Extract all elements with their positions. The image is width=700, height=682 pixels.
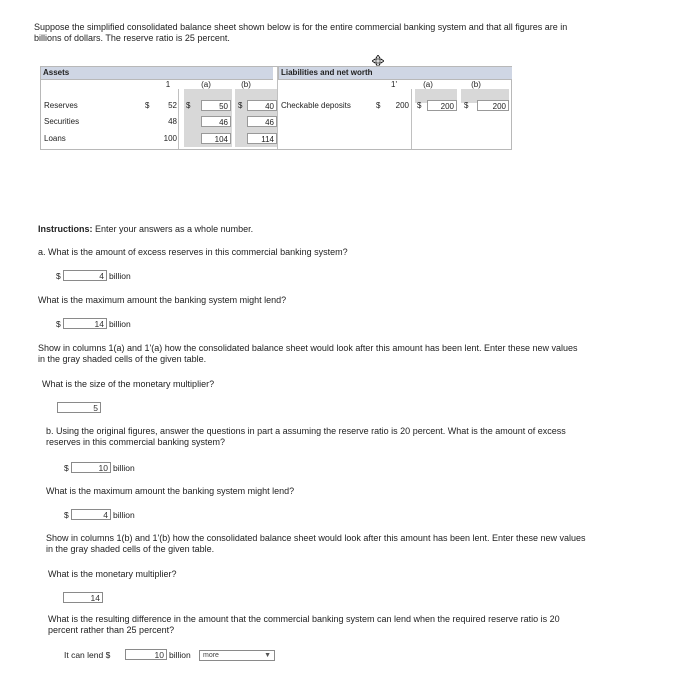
part-a-show-instructions [38, 343, 688, 365]
intro-line-1: Suppose the simplified consolidated balance sheet shown below is for the entire commercial banking system and that all figures are in [34, 22, 568, 32]
liab-label-checkable-deposits: Checkable deposits [281, 101, 351, 110]
liabilities-header: Liabilities and net worth [278, 67, 512, 80]
part-a-multiplier-input[interactable]: 5 [57, 402, 101, 413]
part-a-q1-unit: billion [109, 271, 131, 281]
part-b-show-instructions [46, 533, 691, 555]
part-a-q2-unit: billion [109, 319, 131, 329]
part-b-q4-line-1: What is the resulting difference in the amount that the commercial banking system can lend when the required reserve ratio is 20 [48, 614, 560, 624]
part-a-excess-reserves-input[interactable]: 4 [63, 270, 107, 281]
reserves-col1b-input[interactable]: 40 [247, 100, 277, 111]
part-b-lend-prefix: It can lend $ [64, 650, 111, 660]
row-label-securities: Securities [44, 117, 80, 126]
intro-line-2: billions of dollars. The reserve ratio is 25 percent. [34, 33, 230, 43]
part-b-question-max-lend: What is the maximum amount the banking system might lend? [46, 486, 295, 496]
col-header-1b: (b) [241, 80, 251, 89]
liab-col1pa-input[interactable]: 200 [427, 100, 457, 111]
more-less-select-value: more [203, 652, 219, 659]
reserves-cur-a: $ [186, 101, 191, 110]
part-b-excess-reserves-input[interactable]: 10 [71, 462, 111, 473]
reserves-cur-b: $ [238, 101, 243, 110]
col-header-1pa: (a) [423, 80, 433, 89]
part-b-q1-line-2: reserves in this commercial banking system? [46, 437, 226, 447]
part-a-q2-currency: $ [56, 319, 61, 329]
reserves-col1: 52 [168, 101, 177, 110]
loans-col1: 100 [163, 134, 177, 143]
instructions-label: Instructions: [38, 224, 93, 234]
part-a-show-line-2: in the gray shaded cells of the given table. [38, 354, 207, 364]
liab-currency: $ [376, 101, 381, 110]
part-a-q1-currency: $ [56, 271, 61, 281]
row-label-loans: Loans [44, 134, 66, 143]
part-b-lend-amount-input[interactable]: 10 [125, 649, 167, 660]
part-a-max-lend-input[interactable]: 14 [63, 318, 107, 329]
row-label-reserves: Reserves [44, 101, 78, 110]
loans-col1a-input[interactable]: 104 [201, 133, 231, 144]
part-b-q1-unit: billion [113, 463, 135, 473]
col-header-1: 1 [165, 80, 171, 89]
instructions-text: Enter your answers as a whole number. [92, 224, 254, 234]
part-a-show-line-1: Show in columns 1(a) and 1'(a) how the consolidated balance sheet would look after this amount has been lent. Enter these new values [38, 343, 578, 353]
securities-col1: 48 [168, 117, 177, 126]
part-b-question-excess-reserves [46, 426, 691, 448]
part-b-question-difference [48, 614, 693, 636]
part-b-q2-currency: $ [64, 510, 69, 520]
col-header-1p: 1' [391, 80, 397, 89]
more-less-select[interactable] [199, 650, 275, 661]
col-header-1pb: (b) [471, 80, 481, 89]
part-a-question-excess-reserves: a. What is the amount of excess reserves in this commercial banking system? [38, 247, 348, 257]
part-a-question-max-lend: What is the maximum amount the banking system might lend? [38, 295, 287, 305]
securities-col1b-input[interactable]: 46 [247, 116, 277, 127]
part-b-q1-currency: $ [64, 463, 69, 473]
chevron-down-icon: ▼ [264, 652, 271, 659]
part-b-q2-unit: billion [113, 510, 135, 520]
part-b-max-lend-input[interactable]: 4 [71, 509, 111, 520]
reserves-currency: $ [145, 101, 150, 110]
part-b-multiplier-input[interactable]: 14 [63, 592, 103, 603]
assets-header: Assets [41, 67, 273, 80]
liab-cur-a: $ [417, 101, 422, 110]
problem-intro [34, 22, 694, 44]
part-b-show-line-1: Show in columns 1(b) and 1'(b) how the consolidated balance sheet would look after this amount has been lent. Enter these new values [46, 533, 586, 543]
loans-col1b-input[interactable]: 114 [247, 133, 277, 144]
liab-col1p: 200 [395, 101, 409, 110]
instructions [38, 224, 253, 235]
liab-cur-b: $ [464, 101, 469, 110]
part-b-q4-line-2: percent rather than 25 percent? [48, 625, 175, 635]
part-b-lend-unit: billion [169, 650, 191, 660]
securities-col1a-input[interactable]: 46 [201, 116, 231, 127]
col-header-1a: (a) [201, 80, 211, 89]
reserves-col1a-input[interactable]: 50 [201, 100, 231, 111]
balance-sheet-table [40, 66, 512, 150]
liab-col1pb-input[interactable]: 200 [477, 100, 509, 111]
part-b-show-line-2: in the gray shaded cells of the given table. [46, 544, 215, 554]
part-b-question-multiplier: What is the monetary multiplier? [48, 569, 177, 579]
part-b-q1-line-1: b. Using the original figures, answer the questions in part a assuming the reserve ratio is 20 percent. What is the amount of excess [46, 426, 566, 436]
part-a-question-multiplier: What is the size of the monetary multiplier? [42, 379, 215, 389]
